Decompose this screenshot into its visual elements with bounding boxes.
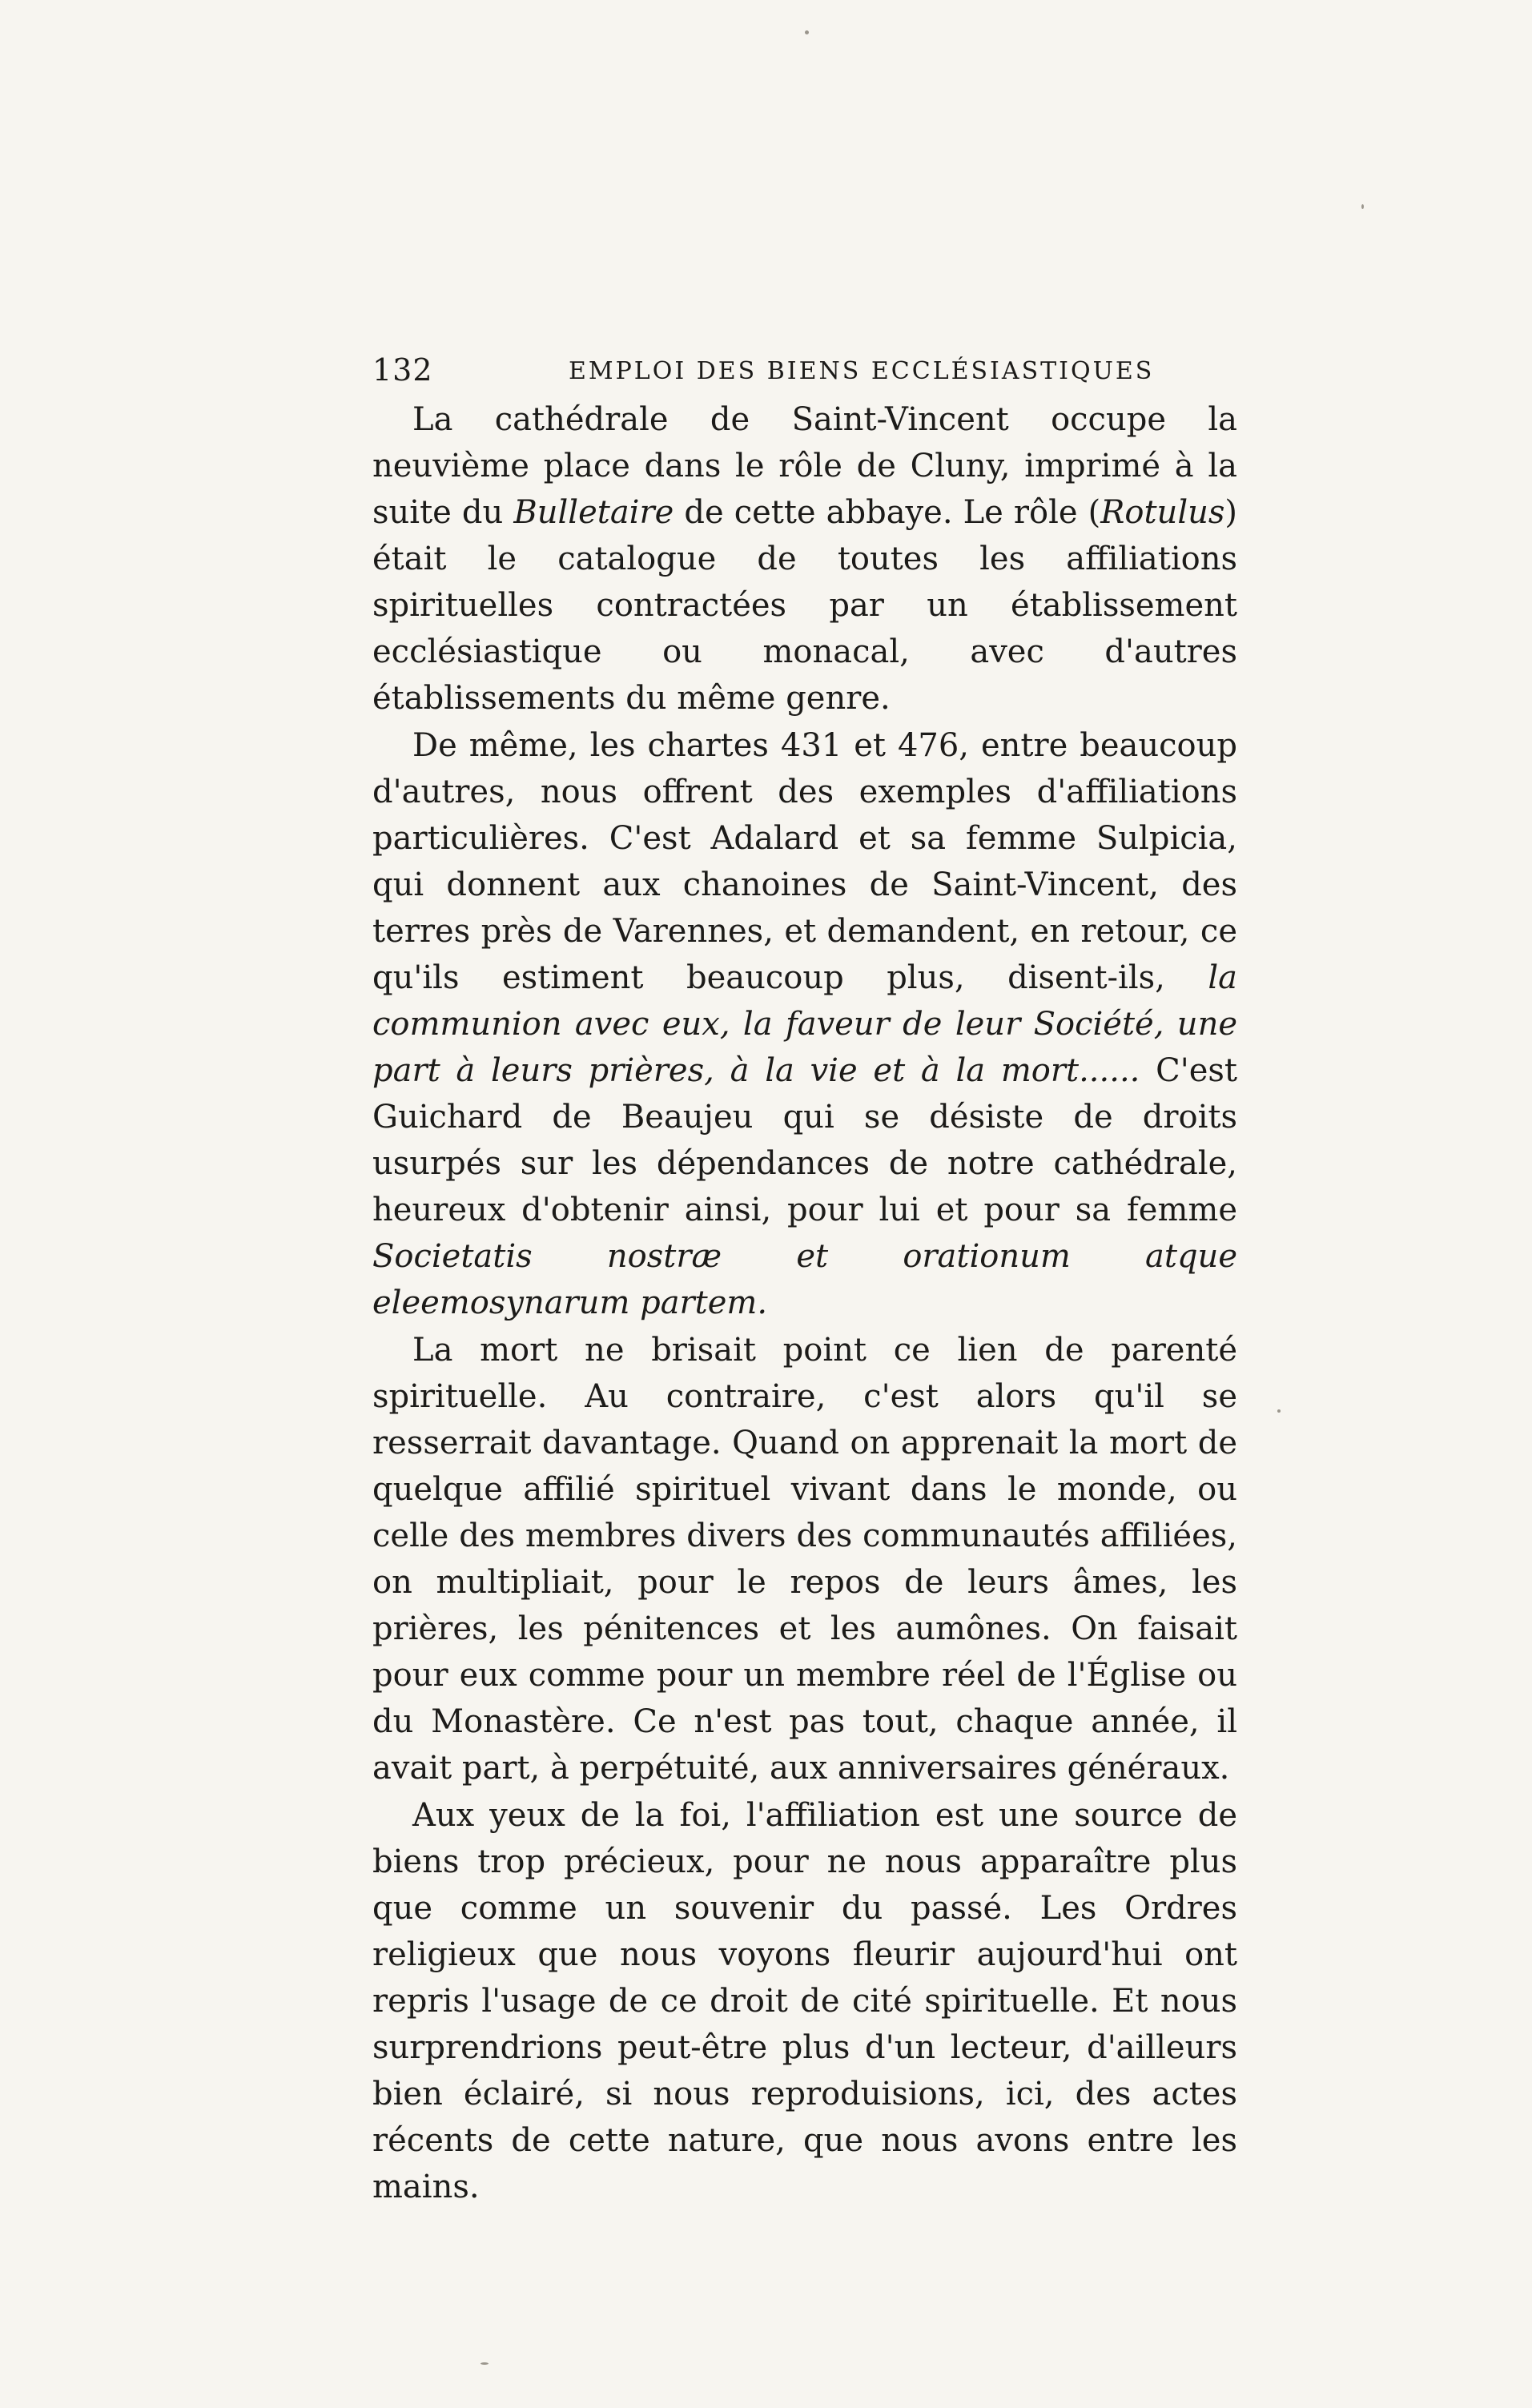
italic-text-run: Societatis nostræ et orationum atque eleemosynarum partem. (372, 1238, 1237, 1321)
running-title: EMPLOI DES BIENS ECCLÉSIASTIQUES (569, 357, 1155, 385)
body-text (372, 396, 1237, 2211)
paper-speck (481, 2362, 489, 2365)
paper-speck (805, 30, 809, 34)
paragraph-3 (372, 1327, 1237, 1791)
paper-speck (1361, 204, 1364, 209)
paragraph-4 (372, 1792, 1237, 2210)
paper-speck (1277, 1409, 1281, 1413)
paragraph-1 (372, 396, 1237, 722)
text-run: ) était le catalogue de toutes les affiliations spirituelles contractées par un établissement ecclésiastique ou monacal, avec d'autres établissements du même genre. (372, 494, 1238, 717)
text-run: La cathédrale de Saint-Vincent occupe la neuvième place dans le rôle de Cluny, imprimé à la suite du (372, 401, 1237, 531)
italic-text-run: la communion avec eux, la faveur de leur Société, une part à leurs prières, à la vie et à la mort...... (372, 959, 1237, 1089)
text-run: de cette abbaye. Le rôle ( (674, 494, 1101, 531)
paragraph-2 (372, 722, 1237, 1326)
text-run: Aux yeux de la foi, l'affiliation est une source de biens trop précieux, pour ne nous apparaître plus que comme un souvenir du passé. Les Ordres religieux que nous voyons fleurir aujourd'hui ont repris l'usage de ce droit de cité spirituelle. Et nous surprendrions peut-être plus d'un lecteur, d'ailleurs bien éclairé, si nous reproduisions, ici, des actes récents de cette nature, que nous avons entre les mains. (372, 1797, 1237, 2205)
page-number: 132 (372, 352, 433, 388)
italic-text-run: Bulletaire (513, 494, 674, 531)
text-run: C'est Guichard de Beaujeu qui se désiste de droits usurpés sur les dépendances de notre cathédrale, heureux d'obtenir ainsi, pour lui et pour sa femme (372, 1052, 1237, 1228)
italic-text-run: Rotulus (1100, 494, 1225, 531)
text-run: La mort ne brisait point ce lien de parenté spirituelle. Au contraire, c'est alors qu'il se resserrait davantage. Quand on apprenait la mort de quelque affilié spirituel vivant dans le monde, ou celle des membres divers des communautés affiliées, on multipliait, pour le repos de leurs âmes, les prières, les pénitences et les aumônes. On faisait pour eux comme pour un membre réel de l'Église ou du Monastère. Ce n'est pas tout, chaque année, il avait part, à perpétuité, aux anniversaires généraux. (372, 1332, 1237, 1787)
text-run: De même, les chartes 431 et 476, entre beaucoup d'autres, nous offrent des exemples d'affiliations particulières. C'est Adalard et sa femme Sulpicia, qui donnent aux chanoines de Saint-Vincent, des terres près de Varennes, et demandent, en retour, ce qu'ils estiment beaucoup plus, disent-ils, (372, 727, 1237, 996)
page-header (372, 352, 1237, 392)
